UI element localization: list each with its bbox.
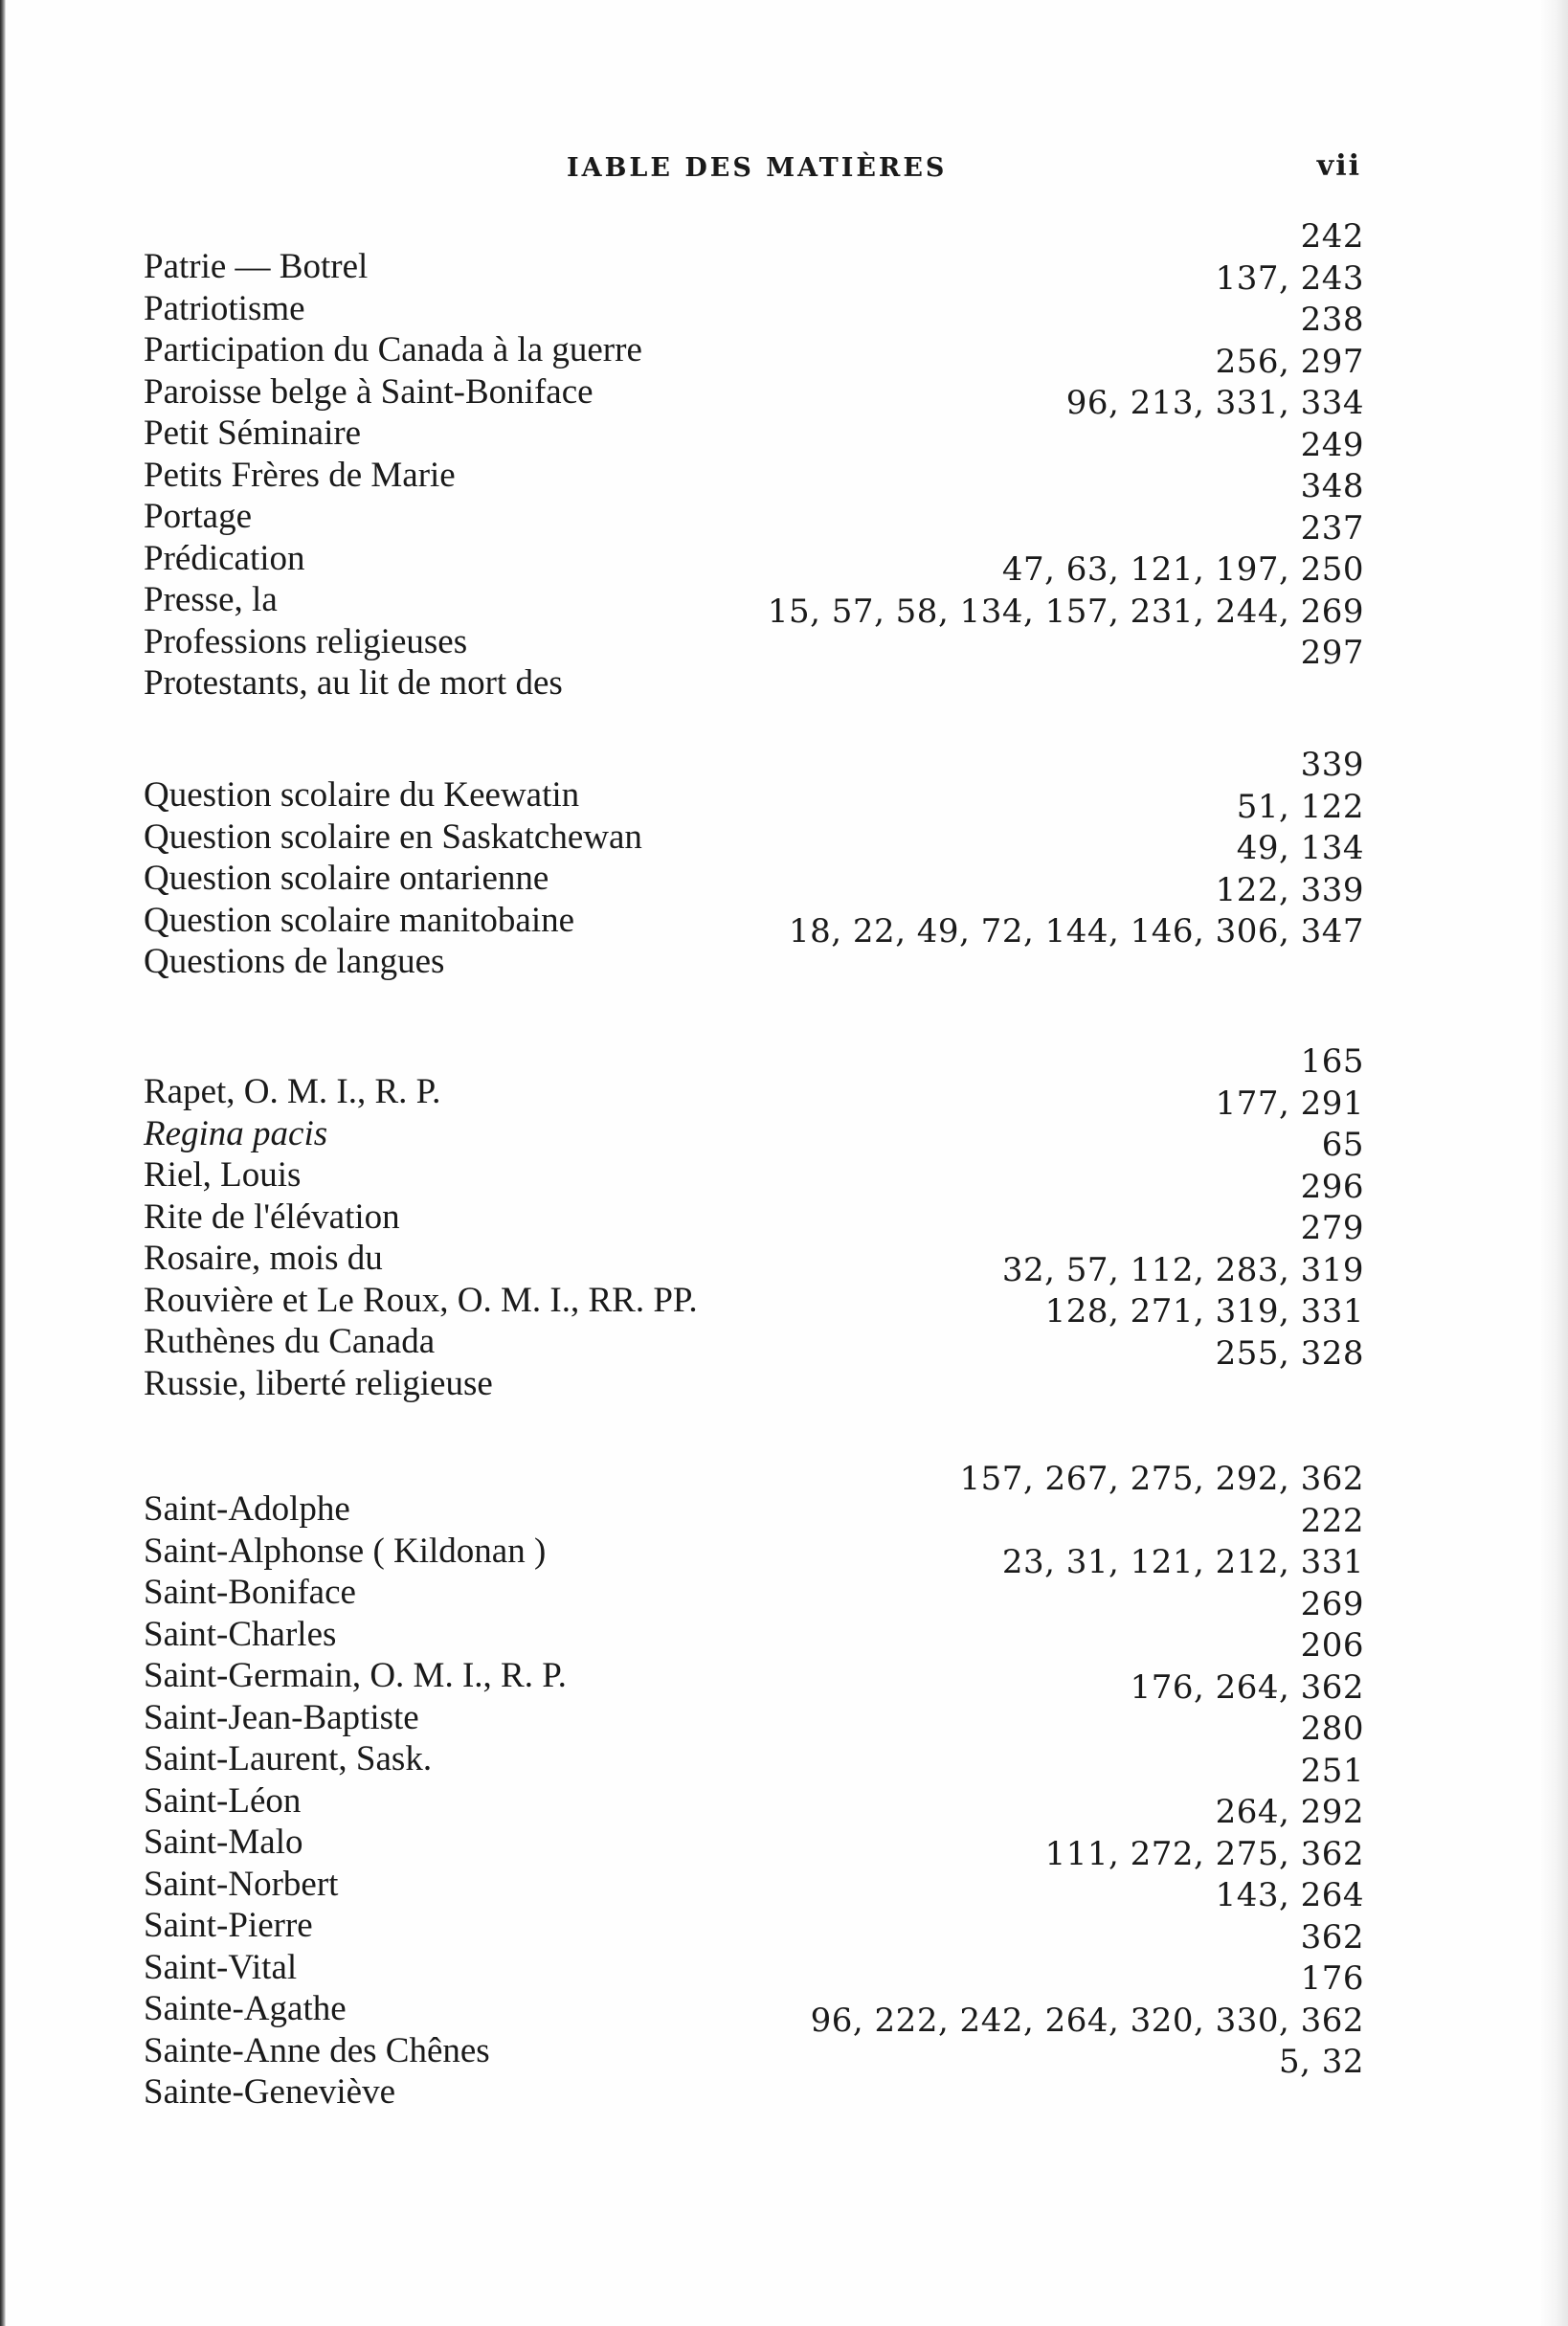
index-term: Patrie — Botrel bbox=[144, 247, 369, 286]
index-term: Saint-Jean-Baptiste bbox=[144, 1697, 419, 1737]
index-term: Rouvière et Le Roux, O. M. I., RR. PP. bbox=[144, 1280, 698, 1320]
index-page-refs: 256, 297 bbox=[1215, 342, 1364, 381]
index-term: Patriotisme bbox=[144, 288, 305, 328]
index-term: Saint-Vital bbox=[144, 1947, 298, 1987]
index-term: Saint-Malo bbox=[144, 1823, 303, 1862]
index-term: Questions de langues bbox=[144, 942, 445, 981]
index-page-refs: 47, 63, 121, 197, 250 bbox=[1001, 550, 1364, 589]
index-term: Rapet, O. M. I., R. P. bbox=[144, 1072, 441, 1111]
index-term: Portage bbox=[144, 497, 253, 536]
page-right-edge bbox=[1541, 0, 1568, 2326]
index-term: Saint-Adolphe bbox=[144, 1489, 350, 1529]
page-binding-edge bbox=[0, 0, 6, 2326]
index-page-refs: 5, 32 bbox=[1278, 2043, 1364, 2081]
index-page-refs: 348 bbox=[1300, 467, 1364, 505]
index-page-refs: 65 bbox=[1321, 1126, 1364, 1164]
index-page-refs: 143, 264 bbox=[1215, 1876, 1364, 1914]
index-page-refs: 96, 213, 331, 334 bbox=[1065, 384, 1364, 422]
index-page-refs: 176 bbox=[1300, 1959, 1364, 1998]
index-page-refs: 51, 122 bbox=[1236, 787, 1364, 826]
index-page-refs: 222 bbox=[1300, 1501, 1364, 1540]
index-page-refs: 15, 57, 58, 134, 157, 231, 244, 269 bbox=[767, 592, 1364, 631]
index-term: Protestants, au lit de mort des bbox=[144, 663, 563, 703]
running-header bbox=[144, 149, 1361, 191]
index-term: Saint-Germain, O. M. I., R. P. bbox=[144, 1656, 567, 1695]
index-term: Petit Séminaire bbox=[144, 414, 362, 453]
index-page-refs: 269 bbox=[1300, 1584, 1364, 1623]
index-term: Petits Frères de Marie bbox=[144, 455, 456, 495]
index-term: Question scolaire du Keewatin bbox=[144, 775, 580, 815]
index-page-refs: 280 bbox=[1300, 1710, 1364, 1748]
index-page-refs: 49, 134 bbox=[1236, 829, 1364, 867]
index-page-refs: 157, 267, 275, 292, 362 bbox=[959, 1460, 1364, 1498]
index-term: Rite de l'élévation bbox=[144, 1197, 400, 1237]
header-title: IABLE DES MATIÈRES bbox=[567, 153, 948, 183]
index-page-refs: 249 bbox=[1300, 425, 1364, 464]
index-page-refs: 264, 292 bbox=[1215, 1793, 1364, 1831]
index-term: Participation du Canada à la guerre bbox=[144, 330, 642, 369]
index-term: Question scolaire ontarienne bbox=[144, 859, 549, 898]
page-number: vii bbox=[1316, 149, 1361, 183]
index-term: Sainte-Anne des Chênes bbox=[144, 2030, 490, 2070]
index-section-r bbox=[144, 1042, 1364, 1403]
index-page-refs: 111, 272, 275, 362 bbox=[1044, 1834, 1364, 1873]
index-page-refs: 137, 243 bbox=[1215, 258, 1364, 298]
index-term: Saint-Alphonse ( Kildonan ) bbox=[144, 1531, 547, 1571]
index-term: Prédication bbox=[144, 538, 305, 578]
index-term: Regina pacis bbox=[144, 1113, 328, 1153]
index-page-refs: 279 bbox=[1300, 1209, 1364, 1247]
index-term: Saint-Norbert bbox=[144, 1864, 339, 1904]
index-section-q bbox=[144, 746, 1364, 981]
index-page-refs: 96, 222, 242, 264, 320, 330, 362 bbox=[810, 2001, 1364, 2040]
index-page-refs: 296 bbox=[1300, 1167, 1364, 1206]
index-term: Presse, la bbox=[144, 580, 278, 619]
index-page-refs: 238 bbox=[1300, 301, 1364, 339]
index-page-refs: 128, 271, 319, 331 bbox=[1044, 1292, 1364, 1331]
index-page-refs: 32, 57, 112, 283, 319 bbox=[1001, 1250, 1364, 1289]
index-term: Question scolaire manitobaine bbox=[144, 900, 575, 940]
index-term: Russie, liberté religieuse bbox=[144, 1363, 493, 1403]
index-term: Paroisse belge à Saint-Boniface bbox=[144, 371, 594, 412]
index-term: Saint-Charles bbox=[144, 1614, 337, 1654]
index-page-refs: 242 bbox=[1300, 217, 1364, 256]
index-term: Question scolaire en Saskatchewan bbox=[144, 816, 642, 857]
index-page-refs: 255, 328 bbox=[1215, 1333, 1364, 1373]
index-term: Saint-Laurent, Sask. bbox=[144, 1739, 433, 1778]
index-page-refs: 165 bbox=[1300, 1042, 1364, 1081]
index-term: Riel, Louis bbox=[144, 1155, 302, 1195]
index-page-refs: 18, 22, 49, 72, 144, 146, 306, 347 bbox=[789, 912, 1364, 951]
index-section-p bbox=[144, 217, 1364, 703]
index-page-refs: 251 bbox=[1300, 1751, 1364, 1790]
index-term: Saint-Pierre bbox=[144, 1906, 313, 1945]
index-page-refs: 176, 264, 362 bbox=[1130, 1667, 1364, 1707]
index-term: Rosaire, mois du bbox=[144, 1239, 383, 1278]
index-page-refs: 297 bbox=[1300, 634, 1364, 672]
index-page-refs: 177, 291 bbox=[1215, 1084, 1364, 1123]
index-page-refs: 237 bbox=[1300, 508, 1364, 548]
index-term: Sainte-Geneviève bbox=[144, 2072, 395, 2112]
index-page-refs: 206 bbox=[1300, 1626, 1364, 1665]
index-page-refs: 23, 31, 121, 212, 331 bbox=[1001, 1543, 1364, 1581]
index-page-refs: 362 bbox=[1300, 1917, 1364, 1957]
index-term: Saint-Léon bbox=[144, 1780, 302, 1821]
index-term: Sainte-Agathe bbox=[144, 1989, 347, 2028]
index-term: Saint-Boniface bbox=[144, 1573, 356, 1612]
index-term: Ruthènes du Canada bbox=[144, 1322, 436, 1361]
index-section-s bbox=[144, 1460, 1364, 2112]
index-page-refs: 122, 339 bbox=[1215, 870, 1364, 909]
index-page-refs: 339 bbox=[1300, 746, 1364, 784]
index-term: Professions religieuses bbox=[144, 621, 468, 661]
